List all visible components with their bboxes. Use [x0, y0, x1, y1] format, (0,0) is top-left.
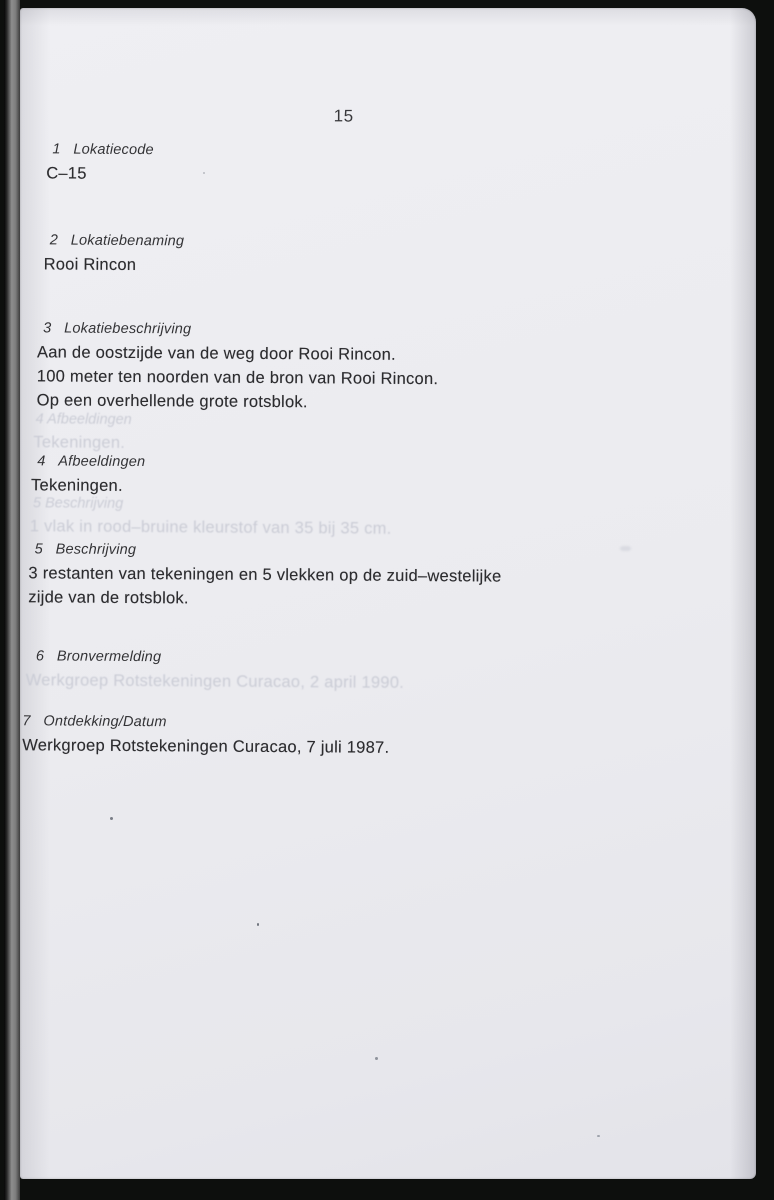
field-value: Rooi Rincon [43, 255, 137, 275]
field-label-row [46, 139, 154, 160]
field-value: Tekeningen. [31, 476, 123, 495]
dust-speck [597, 1135, 600, 1137]
field-label-row [31, 451, 145, 472]
field-value: Op een overhellende grote rotsblok. [36, 391, 308, 412]
field-number: 1 [52, 141, 61, 158]
field-number: 3 [43, 320, 52, 337]
field-value: Aan de oostzijde van de weg door Rooi Rincon. [36, 343, 396, 364]
ghost-text: 5 Beschrijving [32, 495, 124, 512]
field-value: 3 restanten van tekeningen en 5 vlekken op de zuid–westelijke [28, 564, 502, 586]
page-content [12, 5, 756, 1181]
field-lokatiecode [46, 139, 154, 186]
field-label-row [22, 711, 389, 734]
document-page [20, 8, 756, 1179]
field-label: Lokatiebeschrijving [64, 320, 192, 338]
field-value: zijde van de rotsblok. [28, 588, 189, 608]
field-number: 5 [34, 541, 43, 558]
ghost-text: 4 Afbeeldingen [35, 411, 132, 428]
field-label-row [37, 318, 439, 341]
ghost-text: Tekeningen. [33, 433, 126, 452]
field-number: 2 [49, 232, 59, 249]
field-beschrijving [28, 539, 501, 612]
dust-speck [203, 172, 205, 174]
field-label: Beschrijving [55, 541, 137, 559]
field-label-row [29, 539, 502, 562]
field-label: Lokatiecode [73, 141, 154, 159]
field-label: Afbeeldingen [58, 453, 146, 471]
field-lokatiebeschrijving [37, 318, 439, 415]
field-value: 100 meter ten noorden van de bron van Rooi Rincon. [36, 367, 439, 389]
ghost-text: Werkgroep Rotstekeningen Curacao, 2 april 1990. [25, 671, 405, 692]
smudge [620, 546, 631, 551]
field-label-row [30, 646, 161, 667]
field-ontdekking-datum [22, 711, 389, 760]
page-number: 15 [333, 106, 354, 126]
field-value: C–15 [46, 164, 87, 183]
field-bronvermelding [30, 646, 161, 667]
field-value: Werkgroep Rotstekeningen Curacao, 7 juli 1987. [22, 736, 390, 757]
field-label: Bronvermelding [56, 648, 162, 666]
field-label-row [44, 230, 185, 251]
field-number: 7 [22, 713, 31, 730]
field-number: 6 [35, 648, 45, 665]
field-lokatiebenaming [44, 230, 185, 277]
dust-speck [110, 817, 113, 820]
field-label: Ontdekking/Datum [43, 713, 167, 731]
dust-speck [375, 1057, 378, 1060]
field-afbeeldingen [31, 451, 145, 498]
field-number: 4 [37, 453, 46, 470]
dust-speck [257, 923, 259, 926]
ghost-text: 1 vlak in rood–bruine kleurstof van 35 bij 35 cm. [29, 517, 392, 538]
field-label: Lokatiebenaming [70, 232, 185, 250]
